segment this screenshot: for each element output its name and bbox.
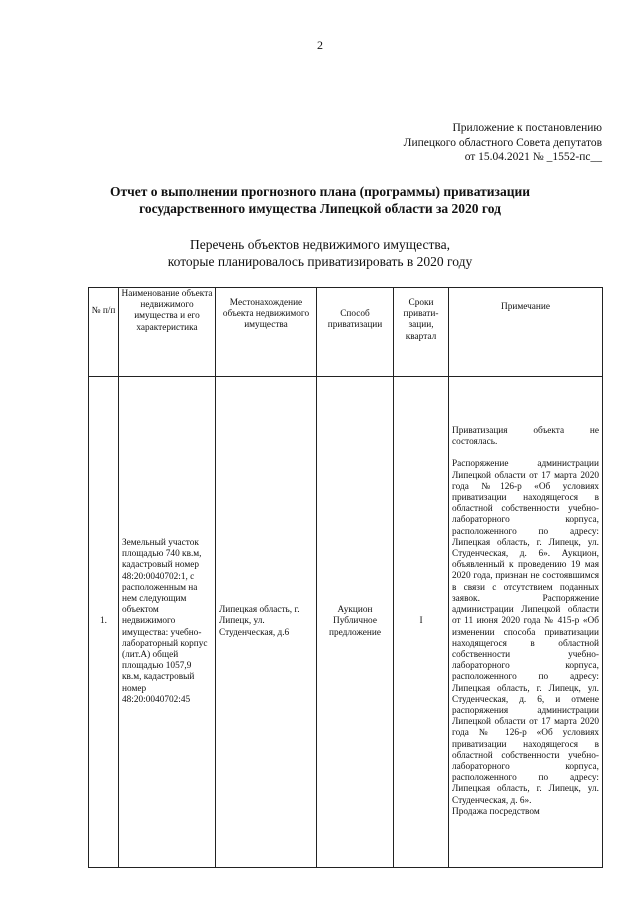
- subtitle-line-2: которые планировалось приватизировать в 2020 году: [167, 254, 473, 269]
- appendix-line-2: Липецкого областного Совета депутатов: [403, 136, 602, 149]
- title-line-1: Отчет о выполнении прогнозного плана (программы) приватизации: [109, 184, 531, 199]
- document-title: [40, 183, 600, 217]
- header-method: Способ приватизации: [317, 288, 394, 377]
- header-note: Примечание: [449, 288, 603, 377]
- header-period: Сроки привати-зации, квартал: [394, 288, 449, 377]
- header-object: Наименование объекта недвижимого имущества и его характеристика: [119, 288, 216, 377]
- title-line-2: государственного имущества Липецкой области за 2020 год: [139, 201, 501, 216]
- document-subtitle: [40, 236, 600, 270]
- page-number: 2: [317, 38, 323, 52]
- table-row: [89, 377, 603, 868]
- cell-number: 1.: [89, 377, 119, 868]
- cell-object: Земельный участок площадью 740 кв.м, кадастровый номер 48:20:0040702:1, с расположенным на нем следующим объектом недвижимого имущества: учебно-лабораторный корпус (лит.А) общей площадью 1057,9 кв.м, кадастровый номер 48:20:0040702:45: [119, 377, 216, 868]
- table-header-row: [89, 288, 603, 377]
- appendix-line-3: от 15.04.2021 № _1552-пс__: [464, 151, 602, 163]
- subtitle-line-1: Перечень объектов недвижимого имущества,: [190, 237, 450, 252]
- note-paragraph-3: Продажа посредством: [452, 806, 540, 817]
- privatization-table: [88, 287, 603, 868]
- appendix-line-1: Приложение к постановлению: [452, 122, 602, 134]
- header-location: Местонахождение объекта недвижимого имущества: [216, 288, 317, 377]
- note-paragraph-1: Приватизация объекта не состоялась.: [452, 426, 599, 448]
- note-paragraph-2: Распоряжение администрации Липецкой области от 17 марта 2020 года №126-р «Об условиях приватизации находящегося в областной собственности учебно-лабораторного корпуса, расположенного по адресу: Липецкая область, г. Липецк, ул. Студенческая, д. 6». Аукцион, объявленный к проведению 19 мая 2020 года, признан не состоявшимся в связи с отсутствием поданных заявок. Распоряжение администрации Липецкой области от 11 июня 2020 года № 415-р «Об изменении способа приватизации находящегося в областной собственности учебно-лабораторного корпуса, расположенного по адресу: Липецкая область, г. Липецк, ул. Студенческая, д. 6, и отмене распоряжения администрации Липецкой области от 17 марта 2020 года № 126-р «Об условиях приватизации находящегося в областной собственности учебно-лабораторного корпуса, расположенного по адресу: Липецкая область, г. Липецк, ул. Студенческая, д. 6».: [452, 459, 599, 806]
- appendix-header: [404, 121, 602, 165]
- header-number: № п/п: [89, 288, 119, 377]
- cell-location: Липецкая область, г. Липецк, ул. Студенческая, д.6: [216, 377, 317, 868]
- cell-note: [449, 377, 603, 868]
- cell-period: I: [394, 377, 449, 868]
- cell-method: Аукцион Публичное предложение: [317, 377, 394, 868]
